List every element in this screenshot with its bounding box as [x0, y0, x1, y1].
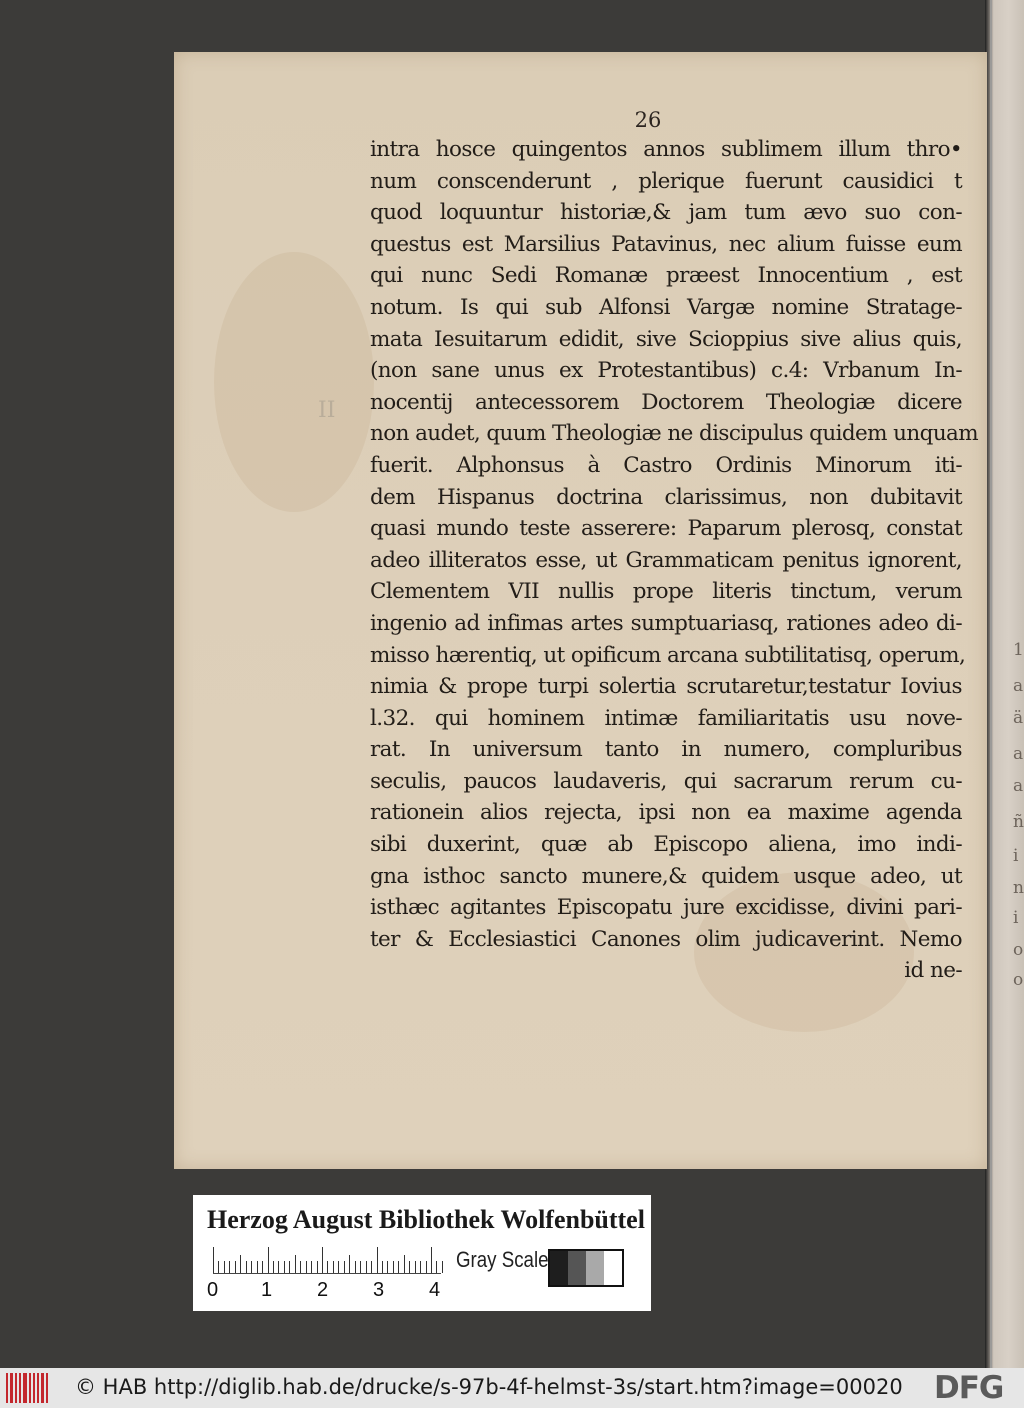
ruler-tick — [278, 1261, 279, 1273]
ruler-tick — [317, 1261, 318, 1273]
ruler-tick — [426, 1261, 427, 1273]
ruler-tick — [235, 1261, 236, 1273]
text-line: nimia & prope turpi solertia scrutaretur,testatur Iovius — [370, 674, 962, 700]
hab-barcode-icon[interactable] — [6, 1373, 48, 1403]
text-line: num conscenderunt , plerique fuerunt causidici t — [370, 168, 962, 194]
paper-stain — [214, 252, 374, 512]
ruler-tick — [387, 1261, 388, 1273]
text-line: intra hosce quingentos annos sublimem illum thro• — [370, 137, 962, 162]
gray-scale-strip — [548, 1249, 624, 1287]
ruler-number: 2 — [317, 1279, 329, 1301]
text-line: questus est Marsilius Patavinus, nec alium fuisse eum — [370, 231, 962, 257]
text-line: misso hærentiq, ut opificum arcana subtilitatisq, operum, — [370, 642, 966, 668]
ruler-tick — [415, 1261, 416, 1273]
ruler-tick — [338, 1261, 339, 1273]
footer-bar — [0, 1368, 1024, 1408]
ruler-number: 1 — [261, 1279, 273, 1301]
ruler-tick — [436, 1261, 437, 1273]
ruler-tick — [327, 1261, 328, 1273]
ruler-tick — [257, 1261, 258, 1273]
page-number: 26 — [634, 108, 662, 132]
text-line: rat. In universum tanto in numero, compluribus — [370, 737, 962, 763]
ruler-tick — [344, 1261, 345, 1273]
edge-glyph: a — [1013, 744, 1024, 764]
text-line: gna isthoc sancto munere,& quidem usque adeo, ut — [370, 863, 962, 889]
ruler-tick — [371, 1261, 372, 1273]
ruler-baseline — [213, 1273, 441, 1274]
ruler-tick — [213, 1247, 214, 1273]
text-line: notum. Is qui sub Alfonsi Vargæ nomine Stratage- — [370, 294, 962, 320]
ruler-number: 3 — [373, 1279, 385, 1301]
copyright-url[interactable]: © HAB http://diglib.hab.de/drucke/s-97b-4f-helmst-3s/start.htm?image=00020 — [75, 1375, 903, 1399]
ruler-tick — [333, 1261, 334, 1273]
text-line: adeo illiteratos esse, ut Grammaticam penitus ignorent, — [370, 547, 962, 573]
ruler-tick — [311, 1261, 312, 1273]
ruler-tick — [409, 1261, 410, 1273]
catchword: id ne- — [904, 958, 962, 984]
text-line: nocentij antecessorem Doctorem Theologiæ dicere — [370, 389, 962, 415]
edge-glyph: 1 — [1013, 640, 1024, 660]
text-line: quod loquuntur historiæ,& jam tum ævo suo con- — [370, 200, 962, 226]
gray-swatch — [604, 1251, 622, 1285]
text-line: qui nunc Sedi Romanæ præest Innocentium , est — [370, 263, 962, 289]
ruler-tick — [431, 1247, 432, 1273]
ruler-tick — [246, 1261, 247, 1273]
ruler-tick — [404, 1255, 405, 1273]
text-line: ingenio ad infimas artes sumptuariasq, rationes adeo di- — [370, 610, 962, 636]
ruler-tick — [251, 1261, 252, 1273]
ruler-tick — [393, 1261, 394, 1273]
edge-glyph: a — [1013, 776, 1024, 796]
ruler-tick — [366, 1261, 367, 1273]
ruler-tick — [377, 1247, 378, 1273]
text-line: seculis, paucos laudaveris, qui sacrarum rerum cu- — [370, 768, 962, 794]
edge-glyph: n — [1013, 878, 1024, 898]
ruler-tick — [218, 1261, 219, 1273]
gray-scale-label: Gray Scale — [456, 1247, 549, 1272]
text-line: fuerit. Alphonsus à Castro Ordinis Minorum iti- — [370, 452, 962, 478]
ruler-number: 0 — [207, 1279, 219, 1301]
ruler-tick — [229, 1261, 230, 1273]
text-line: Clementem VII nullis prope literis tinctum, verum — [370, 579, 962, 605]
ruler-tick — [289, 1261, 290, 1273]
edge-glyph: o — [1013, 970, 1024, 990]
text-line: l.32. qui hominem intimæ familiaritatis usu nove- — [370, 705, 962, 731]
margin-mark: II — [318, 398, 336, 423]
edge-glyph: ä — [1013, 708, 1024, 728]
page-body-text — [370, 134, 979, 987]
text-line: sibi duxerint, quæ ab Episcopo aliena, imo indi- — [370, 832, 962, 858]
ruler-tick — [382, 1261, 383, 1273]
ruler-tick — [349, 1255, 350, 1273]
text-line: mata Iesuitarum edidit, sive Scioppius sive alius quis, — [370, 326, 962, 352]
text-line: (non sane unus ex Protestantibus) c.4: Vrbanum In- — [370, 358, 962, 384]
ruler-tick — [273, 1261, 274, 1273]
ruler-tick — [442, 1261, 443, 1273]
ruler-tick — [420, 1261, 421, 1273]
ruler-tick — [322, 1247, 323, 1273]
ruler-tick — [306, 1261, 307, 1273]
edge-glyph: i — [1013, 846, 1019, 866]
color-calibration-card — [193, 1195, 651, 1311]
ruler-number: 4 — [429, 1279, 441, 1301]
ruler-tick — [240, 1255, 241, 1273]
ruler-tick — [284, 1261, 285, 1273]
gray-swatch — [550, 1251, 568, 1285]
ruler-tick — [295, 1255, 296, 1273]
edge-glyph: i — [1013, 908, 1019, 928]
text-line: dem Hispanus doctrina clarissimus, non dubitavit — [370, 484, 962, 510]
edge-glyph: o — [1013, 940, 1024, 960]
gray-swatch — [568, 1251, 586, 1285]
ruler-tick — [262, 1261, 263, 1273]
library-name: Herzog August Bibliothek Wolfenbüttel — [207, 1205, 645, 1234]
ruler-tick — [268, 1247, 269, 1273]
gray-swatch — [586, 1251, 604, 1285]
text-line: quasi mundo teste asserere: Paparum plerosq, constat — [370, 516, 962, 542]
text-line: non audet, quum Theologiæ ne discipulus quidem unquam — [370, 421, 979, 447]
ruler-tick — [355, 1261, 356, 1273]
edge-glyph: ñ — [1013, 812, 1024, 832]
dfg-logo: DFG — [934, 1370, 1004, 1406]
text-line: ter & Ecclesiastici Canones olim judicaverint. Nemo — [370, 926, 962, 952]
text-line: isthæc agitantes Episcopatu jure excidisse, divini pari- — [370, 895, 962, 921]
edge-glyph: a — [1013, 676, 1024, 696]
page-divider — [990, 0, 992, 1368]
ruler-tick — [300, 1261, 301, 1273]
ruler-tick — [398, 1261, 399, 1273]
text-line: rationein alios rejecta, ipsi non ea maxime agenda — [370, 800, 962, 826]
ruler-tick — [360, 1261, 361, 1273]
ruler-tick — [224, 1261, 225, 1273]
